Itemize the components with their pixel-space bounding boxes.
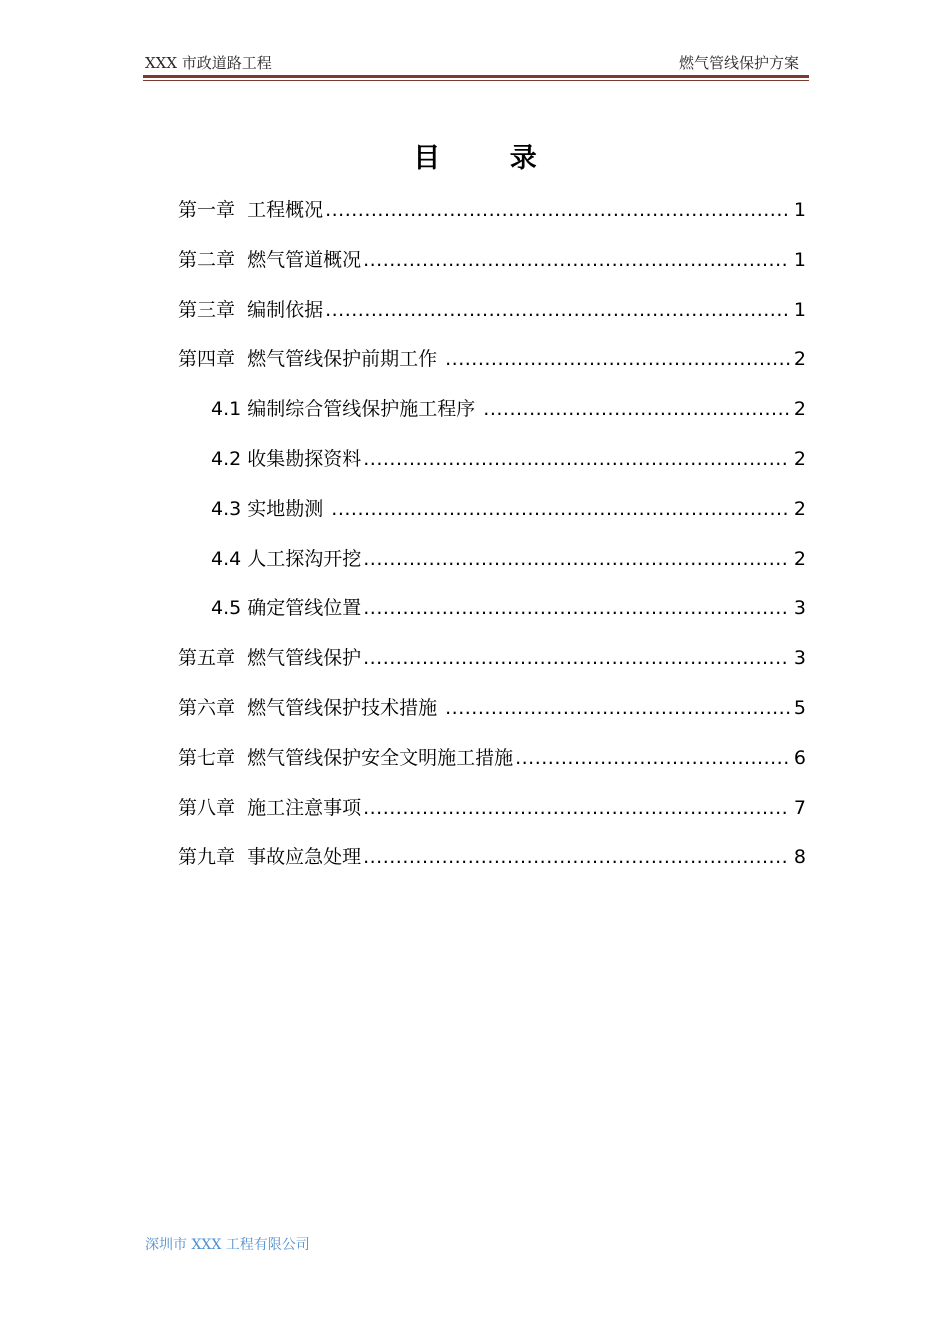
toc-entry-page-number: 2 xyxy=(793,398,806,421)
toc-dot-leader xyxy=(363,842,790,872)
toc-entry[interactable] xyxy=(178,593,806,643)
toc-entry[interactable] xyxy=(178,295,806,345)
toc-dot-leader xyxy=(325,195,790,225)
toc-entry[interactable] xyxy=(178,693,806,743)
toc-entry-page-number: 2 xyxy=(793,348,806,371)
toc-entry[interactable] xyxy=(178,544,806,594)
toc-entry[interactable] xyxy=(178,842,806,892)
toc-entry[interactable] xyxy=(178,444,806,494)
header-rule xyxy=(143,75,809,78)
toc-entry-page-number: 8 xyxy=(793,846,806,869)
toc-entry[interactable] xyxy=(178,394,806,444)
toc-entry[interactable] xyxy=(178,793,806,843)
toc-entry-label: 第五章 燃气管线保护 xyxy=(178,647,362,670)
toc-dot-leader xyxy=(331,494,790,524)
page-header xyxy=(143,50,809,84)
toc-entry-label: 第九章 事故应急处理 xyxy=(178,846,362,869)
toc-entry-label: 4.4 人工探沟开挖 xyxy=(211,547,362,570)
toc-entry[interactable] xyxy=(178,195,806,245)
toc-entry-label: 第二章 燃气管道概况 xyxy=(178,248,362,271)
toc-entry-page-number: 5 xyxy=(793,696,806,719)
toc-entry-label: 第一章 工程概况 xyxy=(178,199,324,221)
toc-entry[interactable] xyxy=(178,643,806,693)
toc-entry-page-number: 2 xyxy=(793,447,806,470)
toc-entry[interactable] xyxy=(178,245,806,295)
toc-entry[interactable] xyxy=(178,494,806,544)
toc-entry-page-number: 1 xyxy=(793,248,806,271)
toc-entry-page-number: 1 xyxy=(793,199,806,221)
toc-entry-label: 第三章 编制依据 xyxy=(178,298,324,321)
toc-entry-page-number: 2 xyxy=(793,547,806,570)
toc-entry-label: 4.5 确定管线位置 xyxy=(211,597,362,620)
toc-entry[interactable] xyxy=(178,743,806,793)
toc-dot-leader xyxy=(363,444,790,474)
toc-entry-page-number: 2 xyxy=(793,497,806,520)
toc-entry-page-number: 1 xyxy=(793,298,806,321)
toc-entry-page-number: 3 xyxy=(793,597,806,620)
toc-entry-label: 第八章 施工注意事项 xyxy=(178,796,362,819)
toc-dot-leader xyxy=(363,593,790,623)
toc-dot-leader xyxy=(325,295,790,325)
header-rule-thin xyxy=(143,80,809,81)
toc-dot-leader xyxy=(363,544,790,574)
toc-entry-label: 4.3 实地勘测 xyxy=(211,497,330,520)
toc-dot-leader xyxy=(445,344,790,374)
toc-entry-page-number: 6 xyxy=(793,746,806,769)
toc-entry-page-number: 7 xyxy=(793,796,806,819)
toc-dot-leader xyxy=(445,693,790,723)
header-project-name: XXX 市政道路工程 xyxy=(145,54,272,72)
toc-entry-label: 第六章 燃气管线保护技术措施 xyxy=(178,696,444,719)
toc-entry-label: 第四章 燃气管线保护前期工作 xyxy=(178,348,444,371)
toc-entry-label: 4.1 编制综合管线保护施工程序 xyxy=(211,398,482,421)
toc-dot-leader xyxy=(515,743,790,773)
toc-entry[interactable] xyxy=(178,344,806,394)
toc-title: 目 录 xyxy=(413,143,567,174)
toc-dot-leader xyxy=(483,394,790,424)
toc-dot-leader xyxy=(363,643,790,673)
toc-dot-leader xyxy=(363,245,790,275)
toc-entry-label: 第七章 燃气管线保护安全文明施工措施 xyxy=(178,746,514,769)
footer-company-name: 深圳市 XXX 工程有限公司 xyxy=(145,1237,310,1253)
toc-dot-leader xyxy=(363,793,790,823)
header-document-title: 燃气管线保护方案 xyxy=(678,54,799,72)
toc-entry-label: 4.2 收集勘探资料 xyxy=(211,447,362,470)
toc-list xyxy=(178,195,806,892)
toc-entry-page-number: 3 xyxy=(793,647,806,670)
